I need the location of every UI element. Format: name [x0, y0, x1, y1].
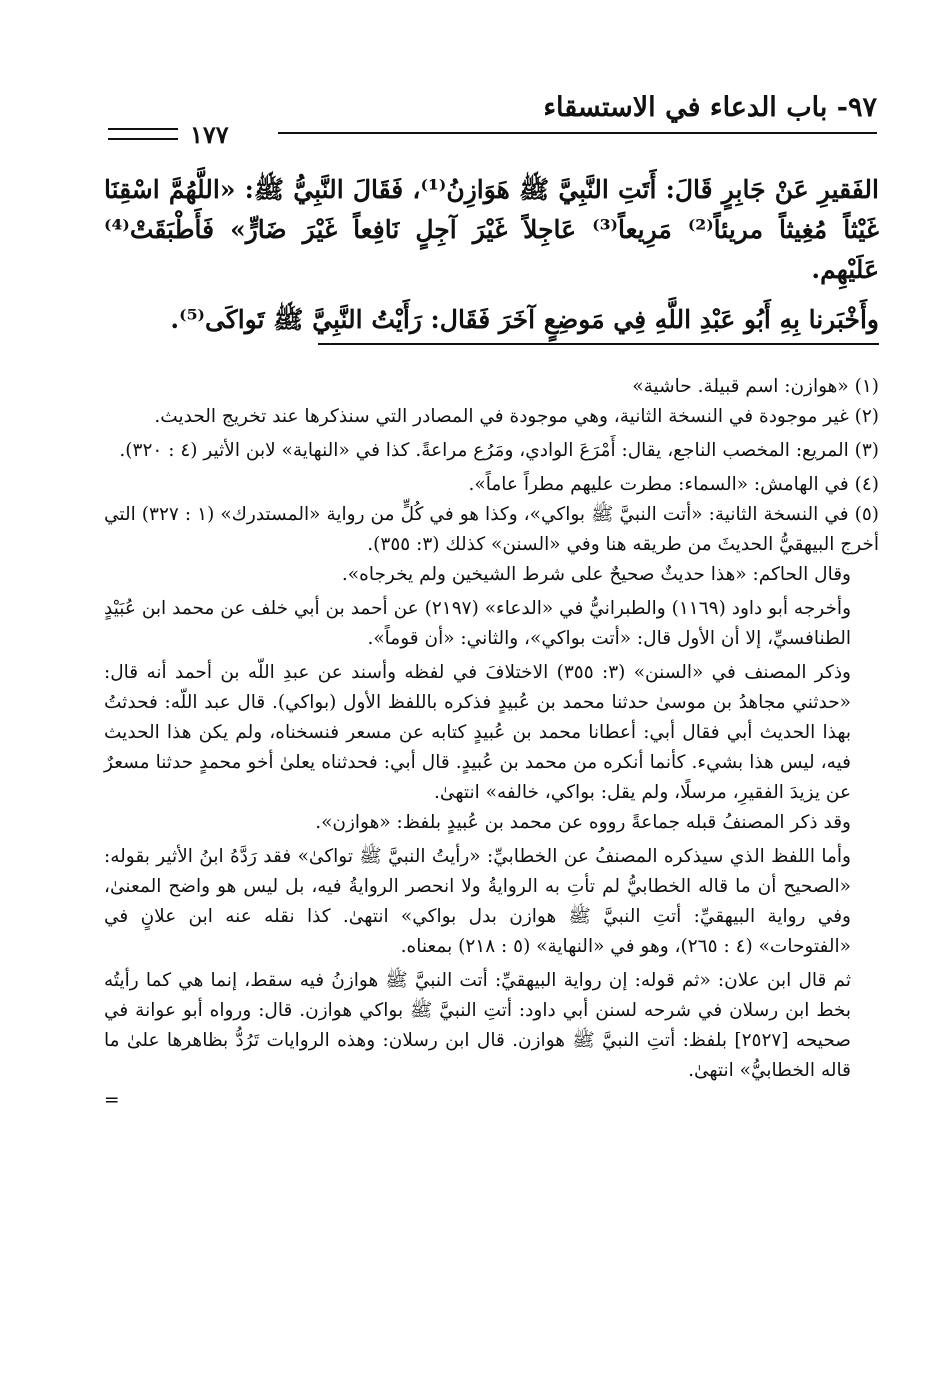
footnotes	[104, 372, 879, 1116]
footnote-5-sunan: وذكر المصنف في «السنن» (٣: ٣٥٥) الاختلافَ في لفظه وأسند عن عبدِ اللّه بن أحمد أنه قال: «حدثني مجاهدُ بن موسىٰ حدثنا محمد بن عُبيدٍ فذكره باللفظ الأول (بواكي). قال عبد اللّه: فحدثتُ بهذا الحديث أبي فقال أبي: أعطانا محمد بن عُبيدٍ كتابه عن مسعر فنسخناه، ولم يكن هذا الحديث فيه، ليس هذا بشيء. كأنما أنكره من محمد بن عُبيدٍ. قال أبي: فحدثناه يعلىٰ أخو محمدٍ حدثنا مسعرٌ عن يزيدَ الفقيرِ، مرسلًا، ولم يقل: بواكي، خالفه» انتهىٰ.	[104, 662, 851, 803]
footnote-5: (٥) في النسخة الثانية: «أتت النبيَّ ﷺ بواكي»، وكذا هو في كُلٍّ من رواية «المستدرك» (١ : ٣٢٧) التي أخرج البيهقيُّ الحديثَ من طريقه هنا وفي «السنن» كذلك (٣: ٣٥٥).	[104, 504, 879, 555]
footnote-3: (٣) المريع: المخصب الناجع، يقال: أَمْرَعَ الوادي، ومَرُع مراعةً. كذا في «النهاية» لابن الأثير (٤ : ٣٢٠).	[119, 440, 879, 461]
hadith-paragraph-1: الفَقيرِ عَنْ جَابِرٍ قَالَ: أَتَتِ النَّبِيَّ ﷺ هَوَازِنُ⁽¹⁾، فَقَالَ النَّبِيُّ ﷺ: «اللَّهُمَّ اسْقِنَا غَيْثاً مُغِيثاً مريئاً⁽²⁾ مَرِيعاً⁽³⁾ عَاجِلاً غَيْرَ آجِلٍ نَافِعاً غَيْرَ ضَارٍّ» فَأَطْبَقَتْ⁽⁴⁾ عَلَيْهِم.	[104, 175, 879, 284]
footnote-5-abu-dawud: وأخرجه أبو داود (١١٦٩) والطبرانيُّ في «الدعاء» (٢١٩٧) عن أحمد بن أبي خلف عن محمد ابن عُبَيْدٍ الطنافسيِّ، إلا أن الأول قال: «أتت بواكي»، والثاني: «أن قوماً».	[104, 598, 851, 649]
footnote-5-ibn-allan: ثم قال ابن علان: «ثم قوله: إن رواية البيهقيِّ: أتت النبيَّ ﷺ هوازنُ فيه سقط، إنما هي كما رأيتُه بخط ابن رسلان في شرحه لسنن أبي داود: أتتِ النبيَّ ﷺ بواكي هوازن. قال: ورواه أبو عوانة في صحيحه [٢٥٢٧] بلفظ: أتتِ النبيَّ ﷺ هوازن. قال ابن رسلان: وهذه الروايات تَرُدُّ بظاهرها علىٰ ما قاله الخطابيُّ» انتهىٰ.	[104, 970, 851, 1081]
footnote-1: (١) «هوازن: اسم قبيلة. حاشية»	[632, 376, 879, 397]
chapter-title: ٩٧- باب الدعاء في الاستسقاء	[543, 92, 877, 123]
footnote-5-khattabi: وأما اللفظ الذي سيذكره المصنفُ عن الخطابيِّ: «رأيتُ النبيَّ ﷺ تواكىٰ» فقد رَدَّهُ ابنُ الأثير بقوله: «الصحيح أن ما قاله الخطابيُّ لم تأتِ به الروايةُ ولا انحصر الروايةُ فيه، بل ليس هو واضح المعنىٰ، وفي رواية البيهقيِّ: أتتِ النبيَّ ﷺ هوازن بدل بواكي» انتهىٰ. كذا نقله عنه ابن علانٍ في «الفتوحات» (٤ : ٢٦٥)، وهو في «النهاية» (٥ : ٢١٨) بمعناه.	[104, 846, 851, 957]
hadith-paragraph-2: وأَخْبَرنا بِهِ أَبُو عَبْدِ اللَّهِ فِي مَوضِعٍ آخَرَ فَقَال: رَأَيْتُ النَّبِيَّ ﷺ تَواكَى⁽⁵⁾.	[170, 305, 879, 334]
page-number: ١٧٧	[190, 120, 229, 149]
footnote-divider	[318, 343, 879, 345]
page-number-ornament	[108, 128, 178, 140]
footnote-4: (٤) في الهامش: «السماء: مطرت عليهم مطراً عاماً».	[468, 474, 879, 495]
page-header	[108, 92, 877, 158]
page-number-block	[108, 120, 278, 150]
footnote-5-jamaah: وقد ذكر المصنفُ قبله جماعةً رووه عن محمد بن عُبيدٍ بلفظ: «هوازن».	[315, 812, 851, 833]
footnote-2: (٢) غير موجودة في النسخة الثانية، وهي موجودة في المصادر التي سنذكرها عند تخريج الحديث.	[154, 406, 879, 427]
continuation-mark: =	[104, 1090, 120, 1111]
footnote-5-hakim: وقال الحاكم: «هذا حديثٌ صحيحٌ على شرط الشيخين ولم يخرجاه».	[341, 564, 851, 585]
main-text	[104, 170, 879, 340]
